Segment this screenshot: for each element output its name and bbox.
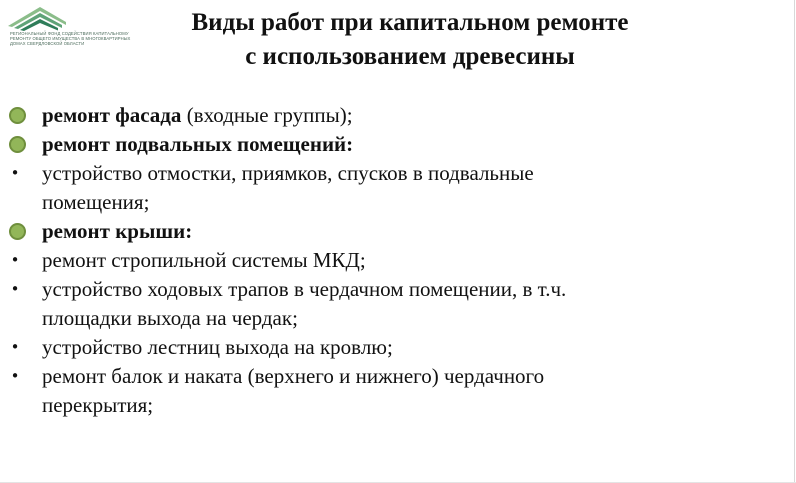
dot-bullet-icon: • xyxy=(10,251,20,269)
logo-caption-line: ДОМАХ СВЕРДЛОВСКОЙ ОБЛАСТИ xyxy=(10,41,85,46)
slide-title-line-1: Виды работ при капитальном ремонте xyxy=(191,9,629,36)
item-text-line: устройство лестниц выхода на кровлю; xyxy=(42,335,393,359)
list-item-rafter-system xyxy=(0,246,760,275)
list-item-facade xyxy=(0,101,760,130)
logo-caption-line: РЕГИОНАЛЬНЫЙ ФОНД СОДЕЙСТВИЯ КАПИТАЛЬНОМУ xyxy=(10,31,129,36)
item-normal-text: (входные группы); xyxy=(181,103,353,127)
work-types-list xyxy=(0,101,760,420)
item-bold-text: ремонт крыши: xyxy=(42,219,193,243)
item-text-line: помещения; xyxy=(42,190,150,214)
dot-bullet-icon: • xyxy=(10,164,20,182)
slide-border-right xyxy=(794,0,795,483)
slide-title-line-2: с использованием древесины xyxy=(245,43,575,70)
green-circle-bullet-icon xyxy=(9,107,26,124)
item-text-line: площадки выхода на чердак; xyxy=(42,306,298,330)
item-text-line: устройство отмостки, приямков, спусков в подвальные xyxy=(42,161,534,185)
list-item-basement xyxy=(0,130,760,159)
item-text-line: перекрытия; xyxy=(42,393,154,417)
list-item-beams xyxy=(0,362,760,420)
list-item-roof-ladders xyxy=(0,333,760,362)
list-item-blind-area xyxy=(0,159,760,217)
organization-logo xyxy=(6,4,156,44)
slide-title xyxy=(150,6,670,74)
item-text-line: устройство ходовых трапов в чердачном помещении, в т.ч. xyxy=(42,277,567,301)
roof-stripes-logo-icon xyxy=(6,4,76,32)
dot-bullet-icon: • xyxy=(10,338,20,356)
item-bold-text: ремонт фасада xyxy=(42,103,182,127)
dot-bullet-icon: • xyxy=(10,280,20,298)
item-text-line: ремонт балок и наката (верхнего и нижнего) чердачного xyxy=(42,364,545,388)
logo-caption-line: РЕМОНТУ ОБЩЕГО ИМУЩЕСТВА В МНОГОКВАРТИРНЫХ xyxy=(10,36,131,41)
dot-bullet-icon: • xyxy=(10,367,20,385)
green-circle-bullet-icon xyxy=(9,136,26,153)
green-circle-bullet-icon xyxy=(9,223,26,240)
list-item-roof xyxy=(0,217,760,246)
list-item-walkways xyxy=(0,275,760,333)
item-bold-text: ремонт подвальных помещений: xyxy=(42,132,354,156)
item-text-line: ремонт стропильной системы МКД; xyxy=(42,248,366,272)
logo-caption xyxy=(10,31,158,46)
